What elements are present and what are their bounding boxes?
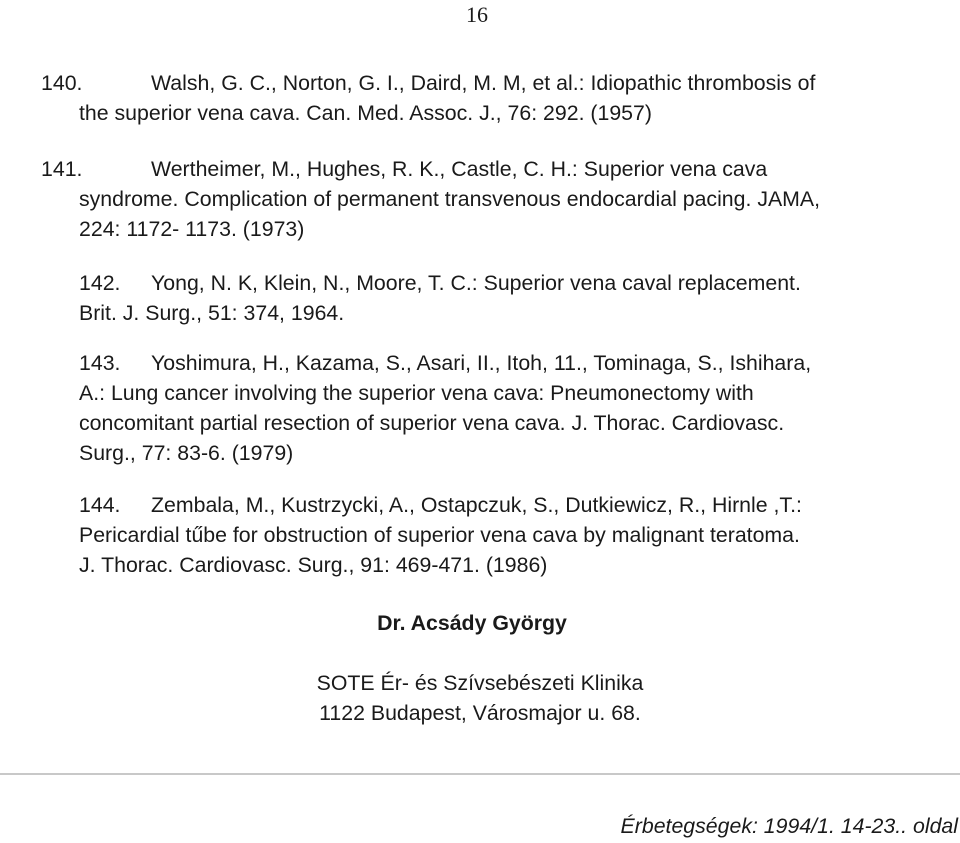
reference-number: 144. — [79, 493, 121, 517]
page-number: 16 — [466, 2, 488, 27]
reference-number: 143. — [79, 351, 121, 375]
reference-continuation: J. Thorac. Cardiovasc. Surg., 91: 469-471. (1986) — [79, 553, 548, 577]
footer-divider — [0, 773, 960, 775]
reference-text: Zembala, M., Kustrzycki, A., Ostapczuk, S., Dutkiewicz, R., Hirnle ,T.: — [151, 493, 802, 517]
reference-number: 140. — [41, 71, 83, 95]
reference-continuation: concomitant partial resection of superior vena cava. J. Thorac. Cardiovasc. — [79, 411, 785, 435]
reference-continuation: Pericardial tűbe for obstruction of superior vena cava by malignant teratoma. — [79, 523, 800, 547]
reference-text: Wertheimer, M., Hughes, R. K., Castle, C. H.: Superior vena cava — [151, 157, 768, 181]
journal-citation-footer: Érbetegségek: 1994/1. 14-23.. oldal — [620, 814, 958, 838]
author-name: Dr. Acsády György — [377, 611, 567, 635]
reference-number: 141. — [41, 157, 83, 181]
reference-line-1 — [79, 268, 959, 298]
reference-text: Walsh, G. C., Norton, G. I., Daird, M. M, et al.: Idiopathic thrombosis of — [151, 71, 816, 95]
reference-line-1 — [79, 490, 959, 520]
reference-141 — [41, 154, 921, 244]
reference-140 — [41, 68, 921, 128]
reference-line-1 — [41, 154, 921, 184]
reference-143 — [79, 348, 959, 468]
author-institution: SOTE Ér- és Szívsebészeti Klinika — [316, 671, 644, 695]
reference-line-1 — [79, 348, 959, 378]
reference-continuation: A.: Lung cancer involving the superior vena cava: Pneumonectomy with — [79, 381, 754, 405]
reference-continuation: Surg., 77: 83-6. (1979) — [79, 441, 294, 465]
reference-line-1 — [41, 68, 921, 98]
reference-text: Yong, N. K, Klein, N., Moore, T. C.: Superior vena caval replacement. — [151, 271, 801, 295]
reference-continuation: the superior vena cava. Can. Med. Assoc. J., 76: 292. (1957) — [79, 101, 652, 125]
author-address: 1122 Budapest, Városmajor u. 68. — [319, 701, 641, 725]
reference-continuation: 224: 1172- 1173. (1973) — [79, 217, 305, 241]
reference-continuation: syndrome. Complication of permanent transvenous endocardial pacing. JAMA, — [79, 187, 821, 211]
reference-continuation: Brit. J. Surg., 51: 374, 1964. — [79, 301, 345, 325]
reference-144 — [79, 490, 959, 580]
reference-number: 142. — [79, 271, 121, 295]
reference-142 — [79, 268, 959, 328]
reference-text: Yoshimura, H., Kazama, S., Asari, II., Itoh, 11., Tominaga, S., Ishihara, — [151, 351, 812, 375]
